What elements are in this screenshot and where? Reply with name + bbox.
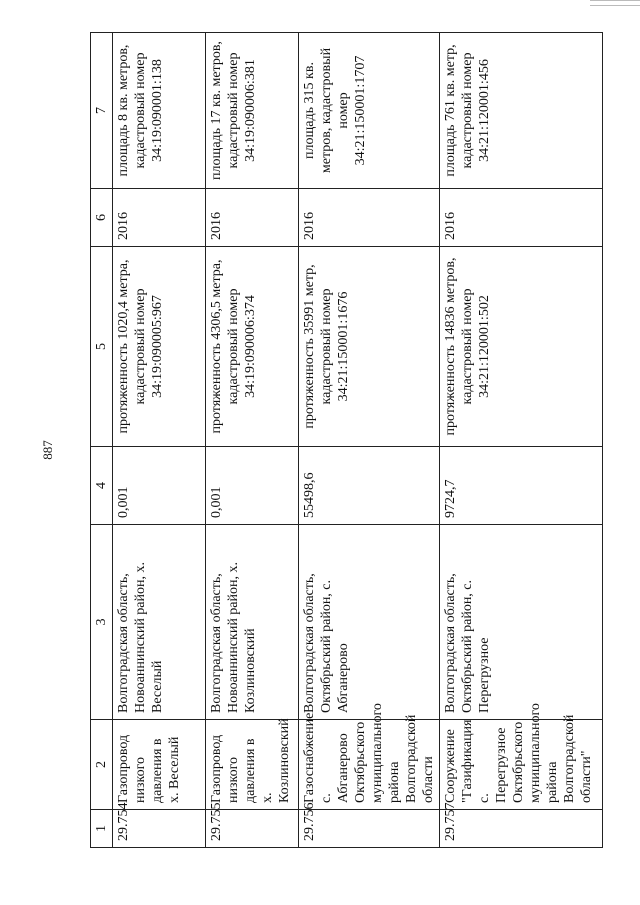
object-year: 2016 bbox=[440, 189, 603, 247]
object-area: площадь 8 кв. метров, кадастровый номер 34:19:090001:138 bbox=[113, 33, 206, 189]
column-header: 1 bbox=[91, 810, 113, 848]
object-length: протяженность 4306,5 метра, кадастровый номер 34:19:090006:374 bbox=[206, 247, 299, 447]
registry-table bbox=[90, 32, 603, 848]
column-header: 6 bbox=[91, 189, 113, 247]
table-row bbox=[113, 33, 206, 848]
object-location: Волгоградская область, Новоаннинский район, х. Козлиновский bbox=[206, 525, 299, 720]
column-header: 2 bbox=[91, 720, 113, 810]
object-value: 0,001 bbox=[206, 447, 299, 525]
object-year: 2016 bbox=[206, 189, 299, 247]
page-corner-mark bbox=[590, 0, 640, 6]
object-name: Газопровод низкого давления в х. Веселый bbox=[113, 720, 206, 810]
row-number: 29.757 bbox=[440, 810, 603, 848]
object-location: Волгоградская область, Новоаннинский район, х. Веселый bbox=[113, 525, 206, 720]
object-year: 2016 bbox=[113, 189, 206, 247]
object-length: протяженность 14836 метров, кадастровый номер 34:21:120001:502 bbox=[440, 247, 603, 447]
column-header: 5 bbox=[91, 247, 113, 447]
column-header: 4 bbox=[91, 447, 113, 525]
row-number: 29.755 bbox=[206, 810, 299, 848]
object-value: 55498,6 bbox=[299, 447, 440, 525]
object-name: Газопровод низкого давления в х. Козлиновский bbox=[206, 720, 299, 810]
column-header: 7 bbox=[91, 33, 113, 189]
object-year: 2016 bbox=[299, 189, 440, 247]
table-row bbox=[206, 33, 299, 848]
table-row bbox=[440, 33, 603, 848]
object-length: протяженность 1020,4 метра, кадастровый номер 34:19:090005:967 bbox=[113, 247, 206, 447]
object-name: Газоснабжение с. Абганерово Октябрьского муниципального района Волгоградской области bbox=[299, 720, 440, 810]
object-location: Волгоградская область, Октябрьский район, с. Абганерово bbox=[299, 525, 440, 720]
object-value: 0,001 bbox=[113, 447, 206, 525]
row-number: 29.754 bbox=[113, 810, 206, 848]
object-name: Сооружение "Газификация с. Перегрузное Октябрьского муниципального района Волгоградской области" bbox=[440, 720, 603, 810]
object-area: площадь 761 кв. метр, кадастровый номер 34:21:120001:456 bbox=[440, 33, 603, 189]
object-location: Волгоградская область, Октябрьский район, с. Перегрузное bbox=[440, 525, 603, 720]
object-area: площадь 315 кв. метров, кадастровый номер 34:21:150001:1707 bbox=[299, 33, 440, 189]
row-number: 29.756 bbox=[299, 810, 440, 848]
page-number: 887 bbox=[40, 440, 55, 460]
object-length: протяженность 35991 метр, кадастровый номер 34:21:150001:1676 bbox=[299, 247, 440, 447]
object-value: 9724,7 bbox=[440, 447, 603, 525]
table-row bbox=[299, 33, 440, 848]
header-row bbox=[91, 33, 113, 848]
column-header: 3 bbox=[91, 525, 113, 720]
object-area: площадь 17 кв. метров, кадастровый номер 34:19:090006:381 bbox=[206, 33, 299, 189]
rotated-table-container bbox=[90, 33, 600, 848]
